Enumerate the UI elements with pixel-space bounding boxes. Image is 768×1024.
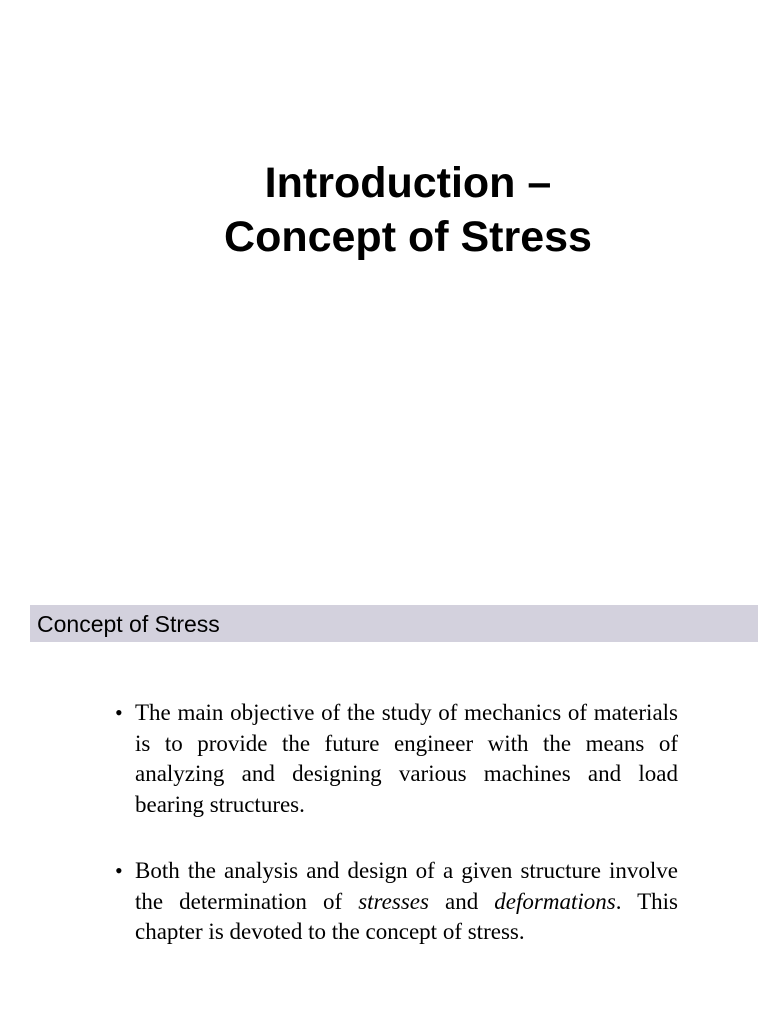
- bullet-item: [115, 856, 678, 948]
- bullet-marker: •: [115, 858, 123, 883]
- emphasis-stresses: stresses: [358, 888, 429, 914]
- bullet-list: [115, 698, 678, 984]
- bullet-text: [135, 856, 678, 948]
- slide-title-line-1: Introduction –: [264, 159, 552, 207]
- bullet-text-part: Both the analysis and design of a given structure involve the determination of: [135, 858, 678, 914]
- bullet-text-part: . This chapter is devoted to the concept of stress.: [135, 888, 678, 944]
- bullet-text-part: and: [428, 888, 495, 914]
- slide-title: [0, 156, 768, 264]
- bullet-text: The main objective of the study of mechanics of materials is to provide the future engineer with the means of analyzing and designing various machines and load bearing structures.: [135, 700, 678, 817]
- slide-title-line-2: Concept of Stress: [224, 213, 592, 261]
- bullet-item: [115, 698, 678, 820]
- bullet-marker: •: [115, 700, 123, 725]
- emphasis-deformations: deformations: [494, 888, 616, 914]
- section-heading: Concept of Stress: [37, 611, 220, 637]
- section-header-bar: [30, 605, 758, 642]
